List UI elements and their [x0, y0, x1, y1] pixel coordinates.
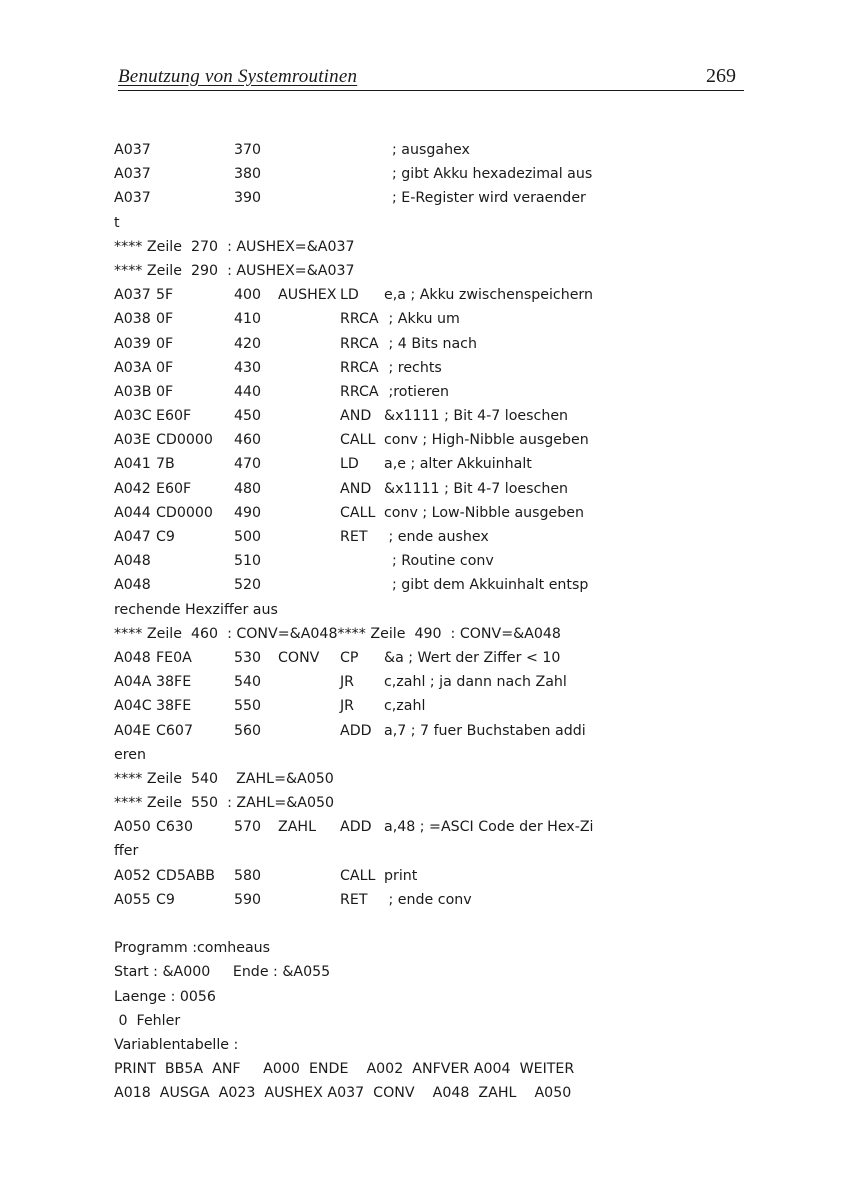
operand: e,a ; Akku zwischenspeichern: [384, 287, 593, 304]
listing-code-line: [114, 573, 644, 597]
line-number: 490: [234, 504, 262, 521]
line-number: 390: [234, 190, 262, 207]
listing-code-line: [114, 646, 644, 670]
listing-code-line: [114, 525, 644, 549]
mnemonic: CALL: [340, 504, 376, 521]
machine-code: CD0000: [156, 432, 213, 449]
line-number: 450: [234, 408, 262, 425]
machine-code: CD5ABB: [156, 867, 216, 884]
listing-text-line: [114, 1033, 644, 1057]
listing-text-line: [114, 1057, 644, 1081]
mnemonic: JR: [340, 698, 355, 715]
operand: conv ; High-Nibble ausgeben: [384, 432, 589, 449]
line-number: 550: [234, 698, 262, 715]
machine-code: 5F: [156, 287, 174, 304]
address: A04E: [114, 722, 151, 739]
line-text: Variablentabelle :: [114, 1036, 239, 1053]
machine-code: FE0A: [156, 649, 192, 666]
listing-text-line: [114, 791, 644, 815]
machine-code: C607: [156, 722, 193, 739]
listing-code-line: [114, 719, 644, 743]
machine-code: 0F: [156, 311, 174, 328]
listing-code-line: [114, 138, 644, 162]
listing-code-line: [114, 670, 644, 694]
assembler-listing: [114, 138, 644, 1106]
address: A03C: [114, 408, 152, 425]
address: A044: [114, 504, 151, 521]
mnemonic: RET: [340, 891, 368, 908]
address: A04C: [114, 698, 152, 715]
address: A042: [114, 480, 151, 497]
listing-text-line: [114, 211, 644, 235]
operand: ; rechts: [384, 359, 442, 376]
operand: c,zahl: [384, 698, 426, 715]
mnemonic: RET: [340, 529, 368, 545]
machine-code: E60F: [156, 408, 192, 425]
mnemonic: CP: [340, 649, 359, 666]
line-text: rechende Hexziffer aus: [114, 601, 278, 618]
listing-code-line: [114, 694, 644, 718]
line-number: 460: [234, 432, 262, 449]
listing-text-line: [114, 598, 644, 622]
mnemonic: RRCA: [340, 335, 379, 352]
address: A052: [114, 867, 151, 884]
address: A03A: [114, 359, 152, 376]
line-number: 500: [234, 529, 262, 545]
mnemonic: JR: [340, 674, 355, 691]
line-number: 470: [234, 456, 262, 473]
label: CONV: [278, 649, 320, 666]
listing-code-line: [114, 501, 644, 525]
blank-line: [114, 912, 644, 936]
operand: print: [384, 867, 418, 884]
listing-text-line: [114, 235, 644, 259]
mnemonic: CALL: [340, 432, 376, 449]
mnemonic: LD: [340, 287, 359, 304]
machine-code: 0F: [156, 359, 174, 376]
listing-text-line: [114, 1009, 644, 1033]
listing-text-line: [114, 767, 644, 791]
line-text: PRINT BB5A ANF A000 ENDE A002 ANFVER A004 WEITER: [114, 1061, 575, 1078]
listing-code-line: [114, 332, 644, 356]
line-text: 0 Fehler: [114, 1012, 181, 1029]
header-title: Benutzung von Systemroutinen: [118, 66, 358, 87]
line-number: 580: [234, 867, 262, 884]
line-number: 530: [234, 649, 262, 666]
listing-text-line: [114, 259, 644, 283]
address: A039: [114, 335, 151, 352]
listing-code-line: [114, 452, 644, 476]
operand: ; Akku um: [384, 311, 460, 328]
operand: c,zahl ; ja dann nach Zahl: [384, 674, 567, 691]
operand: a,48 ; =ASCI Code der Hex-Zi: [384, 819, 594, 836]
address: A03E: [114, 432, 151, 449]
listing-code-line: [114, 477, 644, 501]
address: A037: [114, 166, 151, 183]
comment: ; gibt Akku hexadezimal aus: [392, 166, 593, 183]
page-header: [118, 64, 744, 91]
address: A03B: [114, 383, 152, 400]
machine-code: C9: [156, 891, 175, 908]
line-text: **** Zeile 290 : AUSHEX=&A037: [114, 262, 355, 279]
machine-code: CD0000: [156, 504, 213, 521]
listing-code-line: [114, 404, 644, 428]
operand: ; 4 Bits nach: [384, 335, 477, 352]
machine-code: 7B: [156, 456, 175, 473]
line-number: 410: [234, 311, 262, 328]
mnemonic: ADD: [340, 819, 372, 836]
listing-text-line: [114, 985, 644, 1009]
listing-code-line: [114, 356, 644, 380]
line-text: eren: [114, 746, 146, 763]
line-text: A018 AUSGA A023 AUSHEX A037 CONV A048 ZAHL A050: [114, 1085, 572, 1102]
line-number: 480: [234, 480, 262, 497]
line-number: 560: [234, 722, 262, 739]
label: AUSHEX: [278, 287, 337, 304]
operand: conv ; Low-Nibble ausgeben: [384, 504, 585, 521]
mnemonic: LD: [340, 456, 359, 473]
operand: ;rotieren: [384, 383, 449, 400]
line-number: 540: [234, 674, 262, 691]
operand: &a ; Wert der Ziffer < 10: [384, 649, 561, 666]
line-text: Start : &A000 Ende : &A055: [114, 964, 331, 981]
operand: &x1111 ; Bit 4-7 loeschen: [384, 480, 569, 497]
machine-code: 38FE: [156, 698, 192, 715]
mnemonic: ADD: [340, 722, 372, 739]
machine-code: 0F: [156, 335, 174, 352]
line-number: 570: [234, 819, 262, 836]
address: A037: [114, 287, 151, 304]
machine-code: 0F: [156, 383, 174, 400]
address: A037: [114, 142, 151, 158]
operand: ; ende aushex: [384, 529, 489, 545]
line-number: 510: [234, 553, 262, 570]
line-text: **** Zeile 540 ZAHL=&A050: [114, 770, 334, 787]
address: A048: [114, 649, 151, 666]
comment: ; E-Register wird veraender: [392, 190, 586, 207]
line-text: Laenge : 0056: [114, 988, 216, 1005]
listing-text-line: [114, 839, 644, 863]
listing-text-line: [114, 960, 644, 984]
listing-code-line: [114, 864, 644, 888]
mnemonic: CALL: [340, 867, 376, 884]
line-number: 400: [234, 287, 262, 304]
line-number: 420: [234, 335, 262, 352]
address: A047: [114, 529, 151, 545]
address: A037: [114, 190, 151, 207]
listing-code-line: [114, 162, 644, 186]
listing-code-line: [114, 186, 644, 210]
line-number: 590: [234, 891, 262, 908]
comment: ; Routine conv: [392, 553, 494, 570]
mnemonic: RRCA: [340, 359, 379, 376]
mnemonic: RRCA: [340, 383, 379, 400]
machine-code: C9: [156, 529, 175, 545]
operand: a,7 ; 7 fuer Buchstaben addi: [384, 722, 586, 739]
line-text: Programm :comheaus: [114, 940, 271, 957]
address: A041: [114, 456, 151, 473]
label: ZAHL: [278, 819, 316, 836]
line-text: t: [114, 214, 120, 231]
comment: ; ausgahex: [392, 142, 470, 158]
line-number: 370: [234, 142, 262, 158]
listing-text-line: [114, 743, 644, 767]
machine-code: C630: [156, 819, 193, 836]
operand: a,e ; alter Akkuinhalt: [384, 456, 532, 473]
machine-code: E60F: [156, 480, 192, 497]
comment: ; gibt dem Akkuinhalt entsp: [392, 577, 589, 594]
address: A048: [114, 577, 151, 594]
line-number: 520: [234, 577, 262, 594]
listing-code-line: [114, 815, 644, 839]
address: A048: [114, 553, 151, 570]
line-number: 440: [234, 383, 262, 400]
listing-code-line: [114, 428, 644, 452]
listing-text-line: [114, 936, 644, 960]
line-text: **** Zeile 550 : ZAHL=&A050: [114, 795, 335, 812]
mnemonic: AND: [340, 480, 372, 497]
address: A038: [114, 311, 151, 328]
operand: &x1111 ; Bit 4-7 loeschen: [384, 408, 569, 425]
listing-text-line: [114, 622, 644, 646]
mnemonic: RRCA: [340, 311, 379, 328]
address: A055: [114, 891, 151, 908]
line-number: 380: [234, 166, 262, 183]
line-text: **** Zeile 460 : CONV=&A048**** Zeile 490 : CONV=&A048: [114, 625, 561, 642]
mnemonic: AND: [340, 408, 372, 425]
listing-code-line: [114, 283, 644, 307]
line-text: ffer: [114, 843, 139, 860]
machine-code: 38FE: [156, 674, 192, 691]
page-number: 269: [706, 65, 736, 87]
operand: ; ende conv: [384, 891, 472, 908]
line-text: **** Zeile 270 : AUSHEX=&A037: [114, 238, 355, 255]
listing-code-line: [114, 307, 644, 331]
listing-code-line: [114, 888, 644, 912]
listing-code-line: [114, 380, 644, 404]
address: A050: [114, 819, 151, 836]
address: A04A: [114, 674, 152, 691]
listing-code-line: [114, 549, 644, 573]
line-number: 430: [234, 359, 262, 376]
listing-text-line: [114, 1081, 644, 1105]
